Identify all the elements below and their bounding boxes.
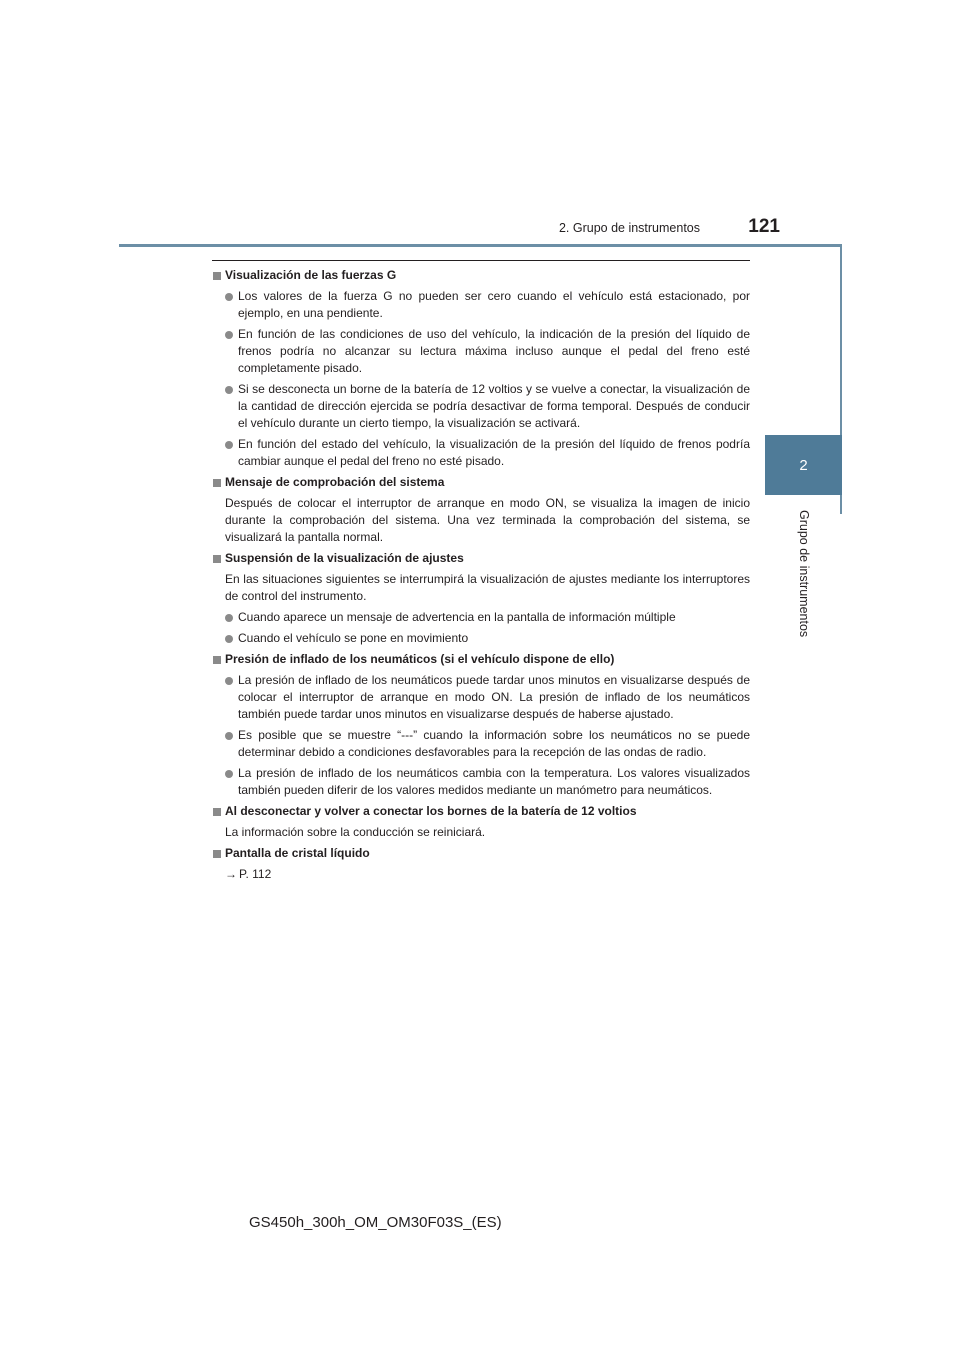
section-title: 2. Grupo de instrumentos xyxy=(558,221,700,235)
section-heading: Presión de inflado de los neumáticos (si el vehículo dispone de ello) xyxy=(212,651,750,668)
round-bullet-icon xyxy=(225,441,233,449)
bullet-item: Cuando el vehículo se pone en movimiento xyxy=(212,630,750,647)
content-top-rule xyxy=(212,260,750,261)
round-bullet-icon xyxy=(225,386,233,394)
round-bullet-icon xyxy=(225,614,233,622)
page-reference-text: P. 112 xyxy=(239,867,272,881)
section-heading: Pantalla de cristal líquido xyxy=(212,845,750,862)
square-bullet-icon xyxy=(213,555,221,563)
page-number: 121 xyxy=(748,216,780,237)
square-bullet-icon xyxy=(213,808,221,816)
document-code: GS450h_300h_OM_OM30F03S_(ES) xyxy=(249,1214,502,1231)
bullet-item: La presión de inflado de los neumáticos puede tardar unos minutos en visualizarse después de colocar el interruptor de arranque en modo ON. La presión de inflado de los neumáticos también puede tardar unos minutos en visualizarse después de haberse ajustado. xyxy=(212,672,750,723)
section-heading: Visualización de las fuerzas G xyxy=(212,267,750,284)
bullet-item: En función del estado del vehículo, la visualización de la presión del líquido de frenos podría cambiar aunque el pedal del freno no esté pisado. xyxy=(212,436,750,470)
chapter-tab xyxy=(765,435,842,495)
header-rule xyxy=(119,244,840,247)
round-bullet-icon xyxy=(225,732,233,740)
section-heading: Suspensión de la visualización de ajustes xyxy=(212,550,750,567)
section-heading: Al desconectar y volver a conectar los bornes de la batería de 12 voltios xyxy=(212,803,750,820)
square-bullet-icon xyxy=(213,272,221,280)
square-bullet-icon xyxy=(213,479,221,487)
chapter-number: 2 xyxy=(799,456,808,474)
bullet-item: La presión de inflado de los neumáticos cambia con la temperatura. Los valores visualizados también pueden diferir de los valores medidos mediante un manómetro para neumáticos. xyxy=(212,765,750,799)
square-bullet-icon xyxy=(213,850,221,858)
arrow-right-icon: → xyxy=(225,867,237,881)
round-bullet-icon xyxy=(225,677,233,685)
round-bullet-icon xyxy=(225,635,233,643)
bullet-item: Los valores de la fuerza G no pueden ser cero cuando el vehículo está estacionado, por ejemplo, en una pendiente. xyxy=(212,288,750,322)
page-reference[interactable] xyxy=(212,866,750,883)
square-bullet-icon xyxy=(213,656,221,664)
section-heading: Mensaje de comprobación del sistema xyxy=(212,474,750,491)
paragraph: En las situaciones siguientes se interrumpirá la visualización de ajustes mediante los interruptores de control del instrumento. xyxy=(225,572,750,603)
round-bullet-icon xyxy=(225,331,233,339)
paragraph: La información sobre la conducción se reiniciará. xyxy=(225,825,486,839)
page-content xyxy=(212,267,750,887)
bullet-item: Es posible que se muestre “---” cuando la información sobre los neumáticos no se puede determinar debido a condiciones desfavorables para la recepción de las ondas de radio. xyxy=(212,727,750,761)
chapter-title: Grupo de instrumentos xyxy=(797,510,811,638)
round-bullet-icon xyxy=(225,293,233,301)
bullet-item: Cuando aparece un mensaje de advertencia en la pantalla de información múltiple xyxy=(212,609,750,626)
bullet-item: Si se desconecta un borne de la batería de 12 voltios y se vuelve a conectar, la visualización de la cantidad de dirección ejercida se podría desactivar de forma temporal. Después de conducir el vehículo durante un cierto tiempo, la visualización se activará. xyxy=(212,381,750,432)
paragraph: Después de colocar el interruptor de arranque en modo ON, se visualiza la imagen de inicio durante la comprobación del sistema. Una vez terminada la comprobación del sistema, se visualizará la pantalla normal. xyxy=(225,496,750,544)
bullet-item: En función de las condiciones de uso del vehículo, la indicación de la presión del líquido de frenos podría no alcanzar su lectura máxima incluso aunque el pedal del freno esté completamente pisado. xyxy=(212,326,750,377)
round-bullet-icon xyxy=(225,770,233,778)
